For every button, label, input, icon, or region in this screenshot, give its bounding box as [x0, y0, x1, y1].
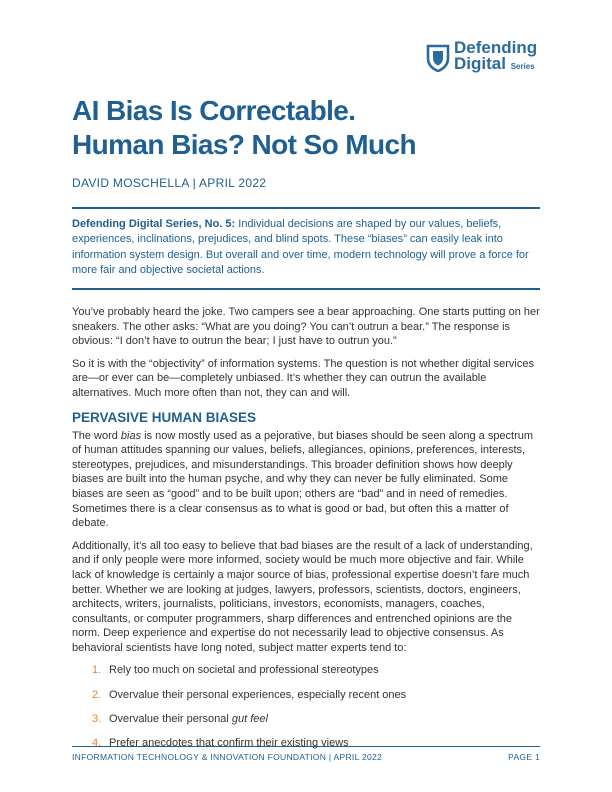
- title-line-2: Human Bias? Not So Much: [72, 129, 416, 160]
- summary-box: [72, 207, 540, 290]
- paragraph-expertise: Additionally, it’s all too easy to believe that bad biases are the result of a lack of understanding, and if only people were more informed, society would be much more objective and fair. While lack of knowledge is certainly a major source of bias, professional expertise doesn’t fare much better. Whether we are looking at judges, lawyers, professors, scientists, doctors, engineers, architects, writers, journalists, politicians, investors, economists, managers, coaches, consultants, or computer programmers, sharp differences and entrenched opinions are the norm. Deep experience and expertise do not necessarily lead to objective consensus. As behavioral scientists have long noted, subject matter experts tend to:: [72, 539, 533, 654]
- summary-text: Individual decisions are shaped by our values, beliefs, experiences, inclinations, prejudices, and blind spots. These “biases” can easily leak into information system design. But overall and over time, modern technology will prove a force for more fair and objective societal actions.: [72, 218, 529, 277]
- list-text: Overvalue their personal: [109, 712, 232, 725]
- article-body: [72, 305, 542, 760]
- expert-bias-list: [72, 663, 542, 750]
- list-text: Rely too much on societal and professional stereotypes: [109, 664, 379, 677]
- emphasis-gut-feel: gut feel: [231, 712, 268, 725]
- paragraph-bias-definition: [72, 429, 542, 531]
- section-heading: PERVASIVE HUMAN BIASES: [72, 409, 257, 425]
- list-item: [92, 712, 542, 727]
- page-title: [72, 94, 542, 162]
- paragraph-intro: You’ve probably heard the joke. Two campers see a bear approaching. One starts putting on her sneakers. The other asks: “What are you doing? You can’t outrun a bear.” The response is obvious: “I don’t have to outrun the bear; I just have to outrun you.”: [72, 306, 540, 348]
- byline: DAVID MOSCHELLA | APRIL 2022: [72, 176, 267, 190]
- emphasis-bias: bias: [120, 429, 142, 442]
- logo-word-series: Series: [510, 62, 535, 71]
- list-number: 4.: [92, 736, 102, 749]
- list-number: 2.: [92, 688, 102, 701]
- list-text: Overvalue their personal experiences, especially recent ones: [109, 688, 407, 701]
- logo-word-defending: Defending: [454, 38, 538, 57]
- shield-icon: [426, 44, 450, 72]
- list-number: 1.: [92, 664, 102, 677]
- list-text: Prefer anecdotes that confirm their existing views: [109, 736, 349, 749]
- page-number: PAGE 1: [508, 752, 540, 762]
- text-run: The word: [72, 429, 121, 442]
- logo-word-digital: Digital: [454, 54, 506, 73]
- list-number: 3.: [92, 712, 102, 725]
- paragraph-objectivity: So it is with the “objectivity” of information systems. The question is not whether digital services are—or ever can be—completely unbiased. It’s whether they can outrun the available alternatives. Much more often than not, they can and will.: [72, 357, 534, 399]
- text-run: is now mostly used as a pejorative, but biases should be seen along a spectrum of human attitudes spanning our values, beliefs, allegiances, opinions, preferences, interests, stereotypes, prejudices, and misunderstandings. This broader definition shows how deeply biases are built into the human psyche, and why they can never be fully eliminated. Some biases are seen as “good” and to be built upon; others are “bad” and in need of remedies. Sometimes there is a clear consensus as to what is good or bad, but often this a matter of debate.: [72, 429, 534, 530]
- summary-label: Defending Digital Series, No. 5:: [72, 218, 236, 230]
- page-footer: [72, 746, 540, 762]
- list-item: [92, 663, 542, 678]
- list-item: [92, 688, 542, 703]
- title-line-1: AI Bias Is Correctable.: [72, 95, 356, 126]
- series-logo: [426, 38, 546, 78]
- footer-org: INFORMATION TECHNOLOGY & INNOVATION FOUNDATION | APRIL 2022: [72, 752, 383, 762]
